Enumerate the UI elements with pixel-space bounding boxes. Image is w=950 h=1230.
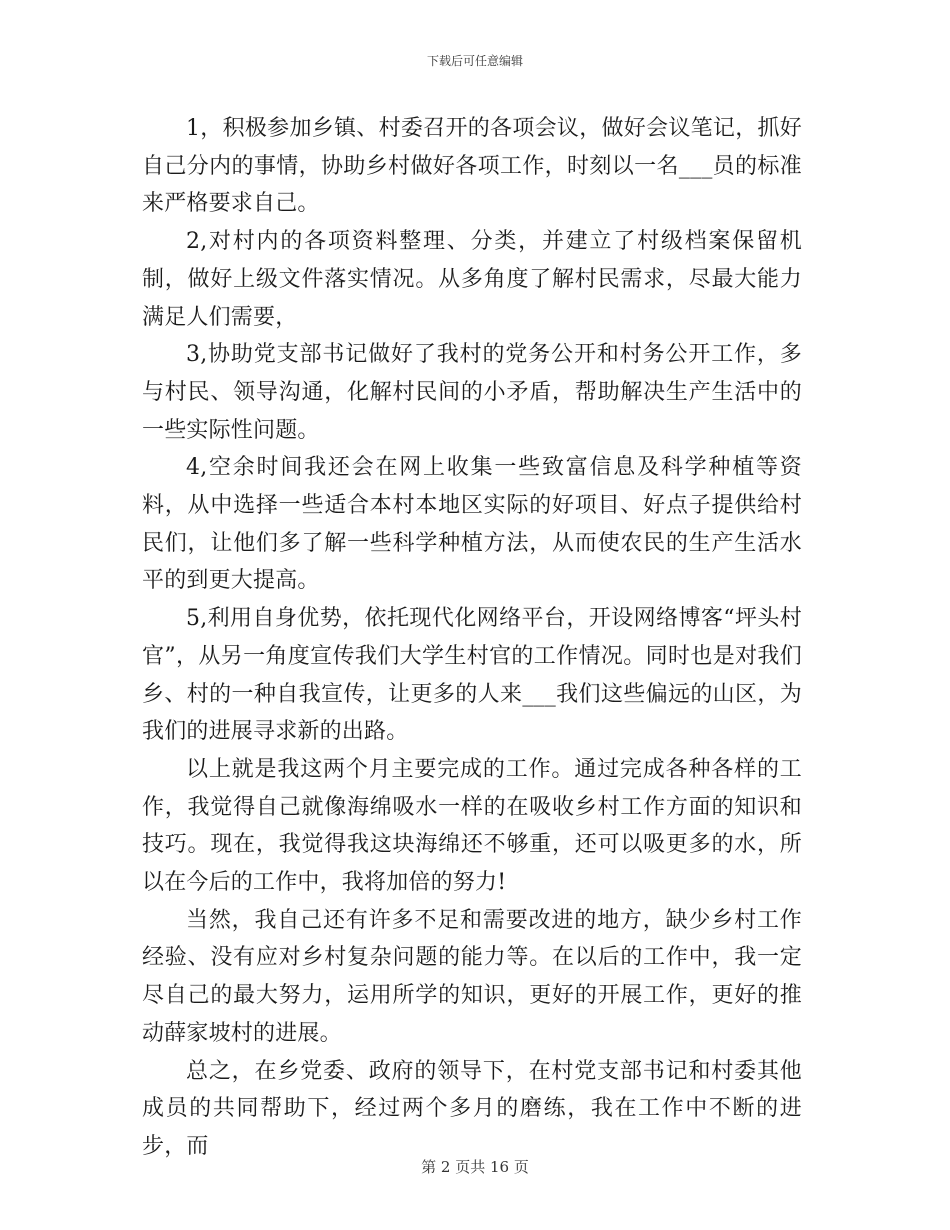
paragraph-summary: 以上就是我这两个月主要完成的工作。通过完成各种各样的工作，我觉得自己就像海绵吸水一样的在吸收乡村工作方面的知识和技巧。现在，我觉得我这块海绵还不够重，还可以吸更多的水，所以在今后的工作中，我将加倍的努力! xyxy=(142,756,802,896)
page-number-footer: 第 2 页共 16 页 xyxy=(421,1158,529,1176)
document-body xyxy=(142,110,802,1166)
page-header: 下载后可任意编辑 xyxy=(426,54,523,68)
paragraph-item-3: 3,协助党支部书记做好了我村的党务公开和村务公开工作，多与村民、领导沟通，化解村民间的小矛盾，帮助解决生产生活中的一些实际性问题。 xyxy=(142,342,802,443)
paragraph-item-4: 4,空余时间我还会在网上收集一些致富信息及科学种植等资料，从中选择一些适合本村本地区实际的好项目、好点子提供给村民们，让他们多了解一些科学种植方法，从而使农民的生产生活水平的到更大提高。 xyxy=(142,455,802,594)
paragraph-item-1: 1，积极参加乡镇、村委召开的各项会议，做好会议笔记，抓好自己分内的事情，协助乡村做好各项工作，时刻以一名___员的标准来严格要求自己。 xyxy=(142,116,802,217)
paragraph-shortcomings: 当然，我自己还有许多不足和需要改进的地方，缺少乡村工作经验、没有应对乡村复杂问题的能力等。在以后的工作中，我一定尽自己的最大努力，运用所学的知识，更好的开展工作，更好的推动薛家坡村的进展。 xyxy=(142,907,802,1046)
paragraph-item-2: 2,对村内的各项资料整理、分类，并建立了村级档案保留机制，做好上级文件落实情况。从多角度了解村民需求，尽最大能力满足人们需要， xyxy=(142,229,802,330)
paragraph-conclusion: 总之，在乡党委、政府的领导下，在村党支部书记和村委其他成员的共同帮助下，经过两个多月的磨练，我在工作中不断的进步，而 xyxy=(142,1058,802,1159)
paragraph-item-5: 5,利用自身优势，依托现代化网络平台，开设网络博客“坪头村官”，从另一角度宣传我们大学生村官的工作情况。同时也是对我们乡、村的一种自我宣传，让更多的人来___我们这些偏远的山区，为我们的进展寻求新的出路。 xyxy=(142,606,802,745)
